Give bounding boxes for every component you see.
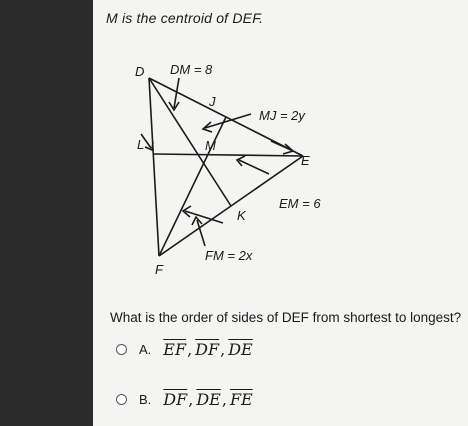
label-dm: DM = 8 xyxy=(170,62,213,77)
option-a-segment-1: $\overline{EF}$ xyxy=(163,340,187,359)
label-point-j: J xyxy=(209,94,216,109)
option-b[interactable] xyxy=(116,390,253,409)
median-fj xyxy=(159,117,226,256)
option-b-radio[interactable] xyxy=(116,394,127,405)
option-a[interactable] xyxy=(116,340,253,359)
label-point-l: L xyxy=(137,137,145,152)
label-point-d: D xyxy=(135,64,145,79)
arrow-k-shaft xyxy=(185,211,223,223)
option-a-segment-2: $\overline{DF}$ xyxy=(195,340,220,359)
label-em: EM = 6 xyxy=(279,196,321,211)
option-b-segment-1: $\overline{DF}$ xyxy=(163,390,188,409)
option-b-letter: B. xyxy=(139,392,152,407)
left-sidebar-strip xyxy=(0,0,93,426)
label-fm: FM = 2x xyxy=(205,248,253,263)
option-a-segment-3: $\overline{DE}$ xyxy=(228,340,253,359)
question-text: What is the order of sides of DEF from shortest to longest? xyxy=(110,310,462,325)
label-point-f: F xyxy=(155,262,163,277)
option-a-radio[interactable] xyxy=(116,344,127,355)
label-point-k: K xyxy=(237,208,246,223)
label-point-e: E xyxy=(301,153,310,168)
option-b-segment-3: $\overline{FE}$ xyxy=(229,390,253,409)
label-mj: MJ = 2y xyxy=(259,108,305,123)
option-a-letter: A. xyxy=(139,342,152,357)
median-dk xyxy=(149,78,231,206)
arrow-e-shaft xyxy=(271,141,291,150)
option-b-segment-2: $\overline{DE}$ xyxy=(196,390,221,409)
label-point-m: M xyxy=(205,138,216,153)
option-b-answer: $\overline{DF}$ , $\overline{DE}$ , $\overline{FE}$ xyxy=(163,390,253,409)
problem-statement: M is the centroid of DEF. xyxy=(106,10,264,26)
arrow-em-shaft xyxy=(239,160,269,174)
median-el xyxy=(154,154,303,156)
option-a-answer: $\overline{EF}$ , $\overline{DF}$ , $\overline{DE}$ xyxy=(163,340,253,359)
side-df xyxy=(149,78,159,256)
triangle-diagram xyxy=(93,50,468,290)
